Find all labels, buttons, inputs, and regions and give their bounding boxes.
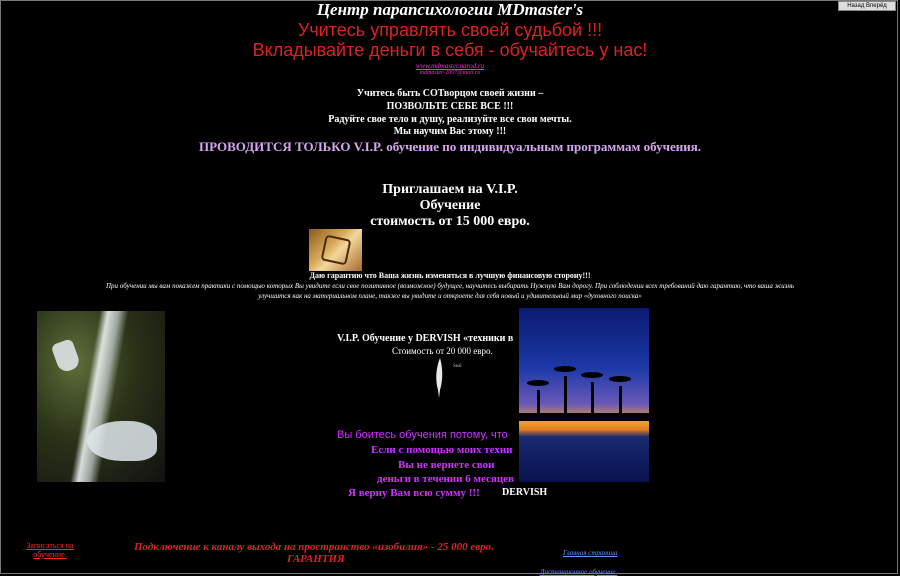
- site-link[interactable]: www.mdmaster.narod.ru: [415, 62, 485, 70]
- guarantee-desc-1: При обучении мы вам покажем практики с помощью которых Вы увидите если свое позитивное (возможное) будущее, научитесь выбирать Нужную Вам дорогу. При соблюдении всех требований даю гарантию, что ваша жизнь: [106, 282, 794, 290]
- guarantee-desc-2: улучшится как на материальном плане, также вы увидите и откроете для себя новый и удивительный мир «духовного поиска»: [258, 292, 642, 300]
- palm-trunk: [591, 382, 594, 420]
- dervish-price: Стоимость от 20 000 евро.: [392, 346, 493, 356]
- home-link[interactable]: Главная страница: [563, 549, 618, 557]
- palm-leaf: [554, 366, 576, 372]
- palm-trunk: [619, 386, 622, 420]
- invite-line-2: Обучение: [419, 198, 481, 213]
- dervish-heading: V.I.P. Обучение у DERVISH «техники в: [337, 333, 514, 344]
- palm-leaf: [527, 380, 549, 386]
- fear-line-4: деньги в течении 6 месяцев: [377, 473, 514, 485]
- feather-caption: Seal: [453, 364, 462, 369]
- guarantee-label: ГАРАНТИЯ: [287, 553, 345, 565]
- fear-line-1: Вы боитесь обучения потому, что: [337, 429, 508, 441]
- invite-price: стоимость от 15 000 евро.: [370, 214, 530, 229]
- book-image: [309, 229, 362, 271]
- intro-line-3: Радуйте свое тело и душу, реализуйте все свои мечты.: [328, 114, 572, 125]
- vip-notice: ПРОВОДИТСЯ ТОЛЬКО V.I.P. обучение по индивидуальным программам обучения.: [199, 139, 701, 154]
- slogan-destiny: Учитесь управлять своей судьбой !!!: [297, 20, 603, 40]
- intro-line-1: Учитесь быть СОТворцом своей жизни –: [356, 88, 544, 99]
- invite-line-1: Приглашаем на V.I.P.: [382, 182, 518, 197]
- feather-image: [434, 358, 444, 398]
- palm-trunk: [537, 390, 540, 420]
- dervish-signature: DERVISH: [502, 487, 548, 498]
- fear-line-3: Вы не вернете свои: [398, 459, 495, 471]
- email-line: mdmaster-2007@mail.ru: [419, 70, 481, 76]
- palm-trunk: [564, 376, 567, 420]
- intro-line-2: ПОЗВОЛЬТЕ СЕБЕ ВСЕ !!!: [386, 101, 514, 112]
- intro-line-4: Мы научим Вас этому !!!: [393, 126, 507, 137]
- fear-line-2: Если с помощью моих техни: [371, 444, 513, 456]
- guarantee-heading: Даю гарантию что Ваша жизнь изменяться в лучшую финансовую сторону!!!: [309, 271, 591, 280]
- fear-line-5: Я верну Вам всю сумму !!!: [348, 487, 480, 499]
- site-title: Центр парапсихологии MDmaster's: [316, 0, 584, 19]
- distance-learning-link[interactable]: Дистанционное обучение.: [540, 568, 618, 576]
- slogan-invest: Вкладывайте деньги в себя - обучайтесь у нас!: [252, 40, 648, 60]
- palm-leaf: [581, 372, 603, 378]
- abundance-offer: Подключение к каналу выхода на пространство «изобилия» - 25 000 евро.: [134, 541, 494, 553]
- waterfall-image: [37, 311, 165, 482]
- palm-leaf: [609, 376, 631, 382]
- palm-sunset-image: [519, 308, 649, 482]
- signup-link[interactable]: Записаться на обучение.: [26, 541, 74, 559]
- corner-nav-button[interactable]: Назад Вперёд: [838, 1, 896, 11]
